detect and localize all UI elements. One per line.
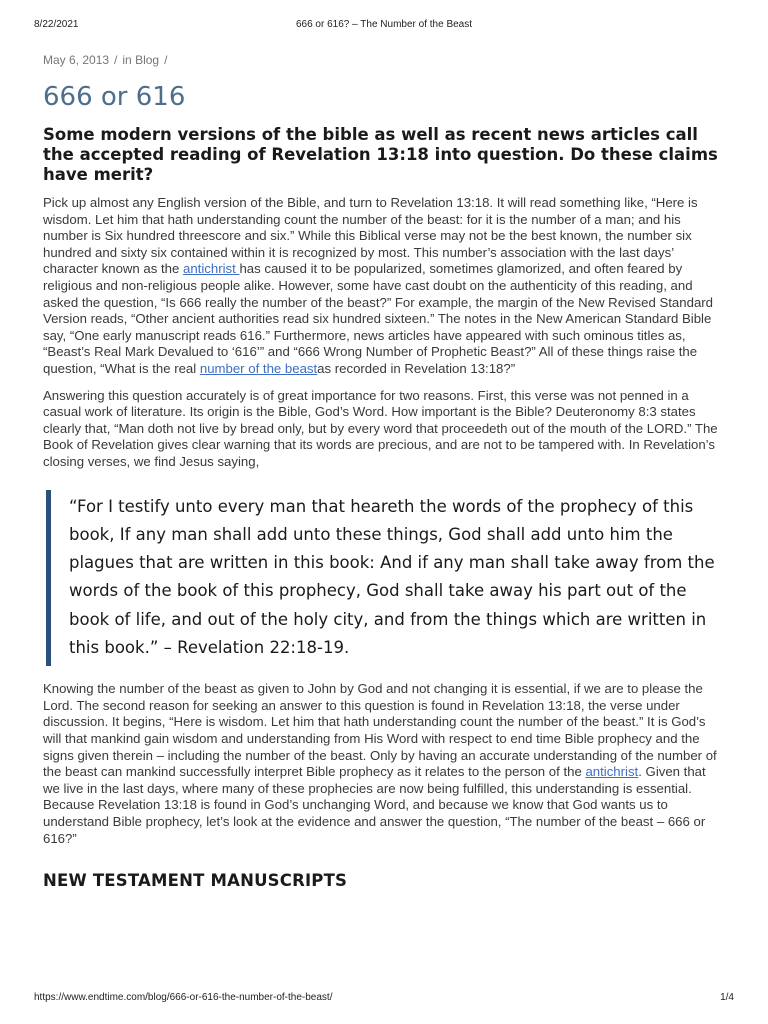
scripture-blockquote: “For I testify unto every man that heareth the words of the prophecy of this book, If any man shall add unto these things, God shall add unto him the plagues that are written in this book: And if any man shall take away from the words of the book of this prophecy, God shall take away his part out of the book of life, and out of the holy city, and from the things which are written in this book.” – Revelation 22:18-19.	[46, 490, 725, 667]
print-url: https://www.endtime.com/blog/666-or-616-the-number-of-the-beast/	[34, 992, 333, 1003]
print-header	[0, 19, 768, 33]
paragraph-1-text-a: Pick up almost any English version of the Bible, and turn to Revelation 13:18. It will read something like, “Here is wisdom. Let him that hath understanding count the number of the beast: for it is the number of a man; and his number is Six hundred threescore and six.” While this Biblical verse may not be the best known, the number six hundred and sixty six contained within it is recognized by most. This number’s association with the last days’ character known as the	[43, 195, 698, 277]
post-title: 666 or 616	[43, 82, 186, 112]
print-date: 8/22/2021	[34, 19, 79, 30]
print-footer	[0, 992, 768, 1006]
paragraph-3-text-b: . Given that we live in the last days, where many of these prophecies are now being fulfilled, this understanding is essential. Because Revelation 13:18 is found in God’s unchanging Word, and because we know that God wants us to understand Bible prophecy, let’s look at the evidence and answer the question, “The number of the beast – 666 or 616?”	[43, 764, 706, 846]
meta-in-label: in	[122, 53, 132, 67]
print-doc-title: 666 or 616? – The Number of the Beast	[295, 19, 473, 30]
paragraph-2: Answering this question accurately is of great importance for two reasons. First, this verse was not penned in a casual work of literature. Its origin is the Bible, God’s Word. How important is the Bible? Deuteronomy 8:3 states clearly that, “Man doth not live by bread only, but by every word that proceedeth out of the mouth of the LORD.” The Book of Revelation gives clear warning that its words are precious, and are not to be tampered with. In Revelation’s closing verses, we find Jesus saying,	[43, 387, 718, 469]
article	[43, 50, 725, 892]
paragraph-1	[43, 195, 725, 378]
paragraph-1-text-c: as recorded in Revelation 13:18?”	[317, 360, 516, 376]
number-of-the-beast-link[interactable]: number of the beast	[199, 360, 318, 376]
category-link[interactable]: Blog	[135, 53, 160, 67]
antichrist-link[interactable]: antichrist	[183, 261, 240, 277]
post-subtitle: Some modern versions of the bible as well as recent news articles call the accepted reading of Revelation 13:18 into question. Do these claims have merit?	[43, 125, 718, 184]
post-meta	[43, 50, 725, 70]
paragraph-1-text-b: has caused it to be popularized, sometimes glamorized, and often feared by religious and non-religious people alike. However, some have cast doubt on the authenticity of this reading, and asked the question, “Is 666 really the number of the beast?” For example, the margin of the New Revised Standard Version reads, “Other ancient authorities read six hundred sixteen.” The notes in the New American Standard Bible say, “One early manuscript reads 616.” Furthermore, news articles have appeared with such ominous titles as, “Beast’s Real Mark Devalued to ‘616’” and “666 Wrong Number of Prophetic Beast?” All of these things raise the question, “What is the real	[43, 261, 713, 376]
antichrist-link-2[interactable]: antichrist	[585, 764, 639, 780]
paragraph-3	[43, 681, 725, 847]
paragraph-3-text-a: Knowing the number of the beast as given to John by God and not changing it is essential, if we are to please the Lord. The second reason for seeking an answer to this question is found in Revelation 13:18, the verse under discussion. It begins, “Here is wisdom. Let him that hath understanding count the number of the beast.” It is God’s will that mankind gain wisdom and understanding from His Word with respect to end time Bible prophecy and the signs given therein – including the number of the beast. Only by having an accurate understanding of the number of the beast can mankind successfully interpret Bible prophecy as it relates to the person of the	[43, 681, 717, 780]
post-date: May 6, 2013	[43, 53, 110, 67]
meta-separator: /	[114, 53, 118, 67]
section-heading: NEW TESTAMENT MANUSCRIPTS	[43, 871, 348, 891]
meta-trailing-separator: /	[164, 53, 168, 67]
print-page-number: 1/4	[720, 992, 734, 1003]
